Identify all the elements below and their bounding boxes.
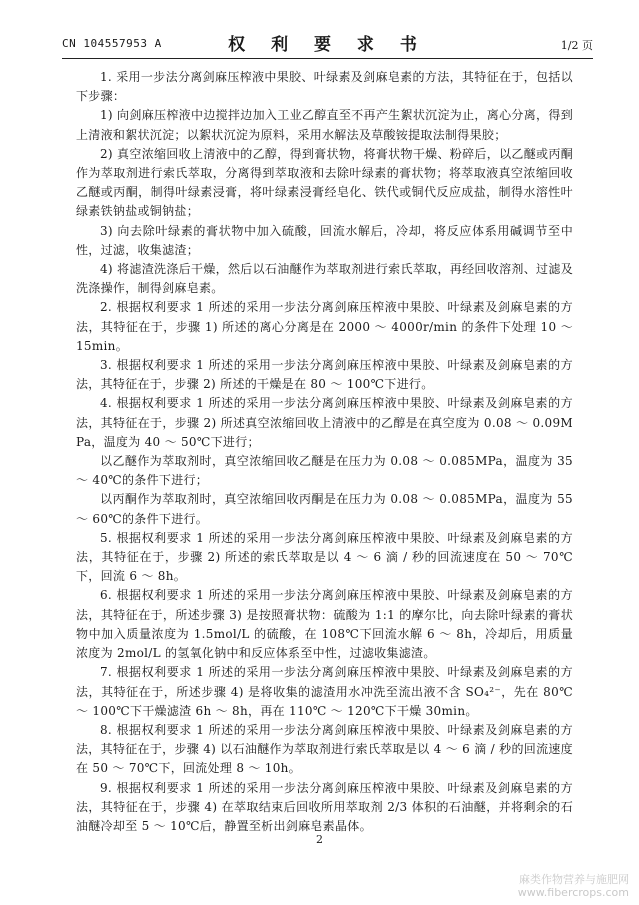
claim-7: 7. 根据权利要求 1 所述的采用一步法分离剑麻压榨液中果胶、叶绿素及剑麻皂素的方法，其特征在于，所述步骤 4) 是将收集的滤渣用水冲洗至流出液不含 SO₄²⁻，先在 80℃ ～ 100℃下干燥滤渣 6h ～ 8h，再在 110℃ ～ 120℃下干燥 30min。 bbox=[76, 665, 573, 718]
claim-1-step-2: 2) 真空浓缩回收上清液中的乙醇，得到膏状物，将膏状物干燥、粉碎后，以乙醚或丙酮作为萃取剂进行索氏萃取，分离得到萃取液和去除叶绿素的膏状物；将萃取液真空浓缩回收乙醚或丙酮，制得叶绿素浸膏，将叶绿素浸膏经皂化、铁代或铜代反应成盐，制得水溶性叶绿素铁钠盐或铜钠盐； bbox=[76, 146, 573, 219]
claim-4-ether: 以乙醚作为萃取剂时，真空浓缩回收乙醚是在压力为 0.08 ～ 0.085MPa，温度为 35 ～ 40℃的条件下进行； bbox=[76, 454, 573, 488]
claim-6: 6. 根据权利要求 1 所述的采用一步法分离剑麻压榨液中果胶、叶绿素及剑麻皂素的方法，其特征在于，所述步骤 3) 是按照膏状物：硫酸为 1:1 的摩尔比，向去除叶绿素的膏状物中加入质量浓度为 1.5mol/L 的硫酸，在 108℃下回流水解 6 ～ 8h，冷却后，用质量浓度为 2mol/L 的氢氧化钠中和反应体系至中性，过滤收集滤渣。 bbox=[76, 588, 573, 661]
claim-5: 5. 根据权利要求 1 所述的采用一步法分离剑麻压榨液中果胶、叶绿素及剑麻皂素的方法，其特征在于，步骤 2) 所述的索氏萃取是以 4 ～ 6 滴 / 秒的回流速度在 50 ～ 70℃下，回流 6 ～ 8h。 bbox=[76, 530, 573, 584]
document-title: 权 利 要 求 书 bbox=[228, 35, 427, 55]
claims-body bbox=[76, 68, 573, 836]
page-indicator: 1/2 页 bbox=[560, 39, 593, 52]
patent-number: CN 104557953 A bbox=[62, 37, 162, 50]
claim-8: 8. 根据权利要求 1 所述的采用一步法分离剑麻压榨液中果胶、叶绿素及剑麻皂素的方法，其特征在于，步骤 4) 以石油醚作为萃取剂进行索氏萃取是以 4 ～ 6 滴 / 秒的回流速度在 50 ～ 70℃下，回流处理 8 ～ 10h。 bbox=[76, 722, 573, 776]
claim-2: 2. 根据权利要求 1 所述的采用一步法分离剑麻压榨液中果胶、叶绿素及剑麻皂素的方法，其特征在于，步骤 1) 所述的离心分离是在 2000 ～ 4000r/min 的条件下处理 10 ～ 15min。 bbox=[76, 300, 573, 353]
watermark bbox=[518, 873, 629, 899]
claim-1-step-4: 4) 将滤渣洗涤后干燥，然后以石油醚作为萃取剂进行索氏萃取，再经回收溶剂、过滤及洗涤操作，制得剑麻皂素。 bbox=[76, 262, 573, 296]
header-divider bbox=[62, 58, 593, 59]
claim-1-step-3: 3) 向去除叶绿素的膏状物中加入硫酸，回流水解后，冷却，将反应体系用碱调节至中性，过滤，收集滤渣； bbox=[76, 223, 573, 257]
page-number: 2 bbox=[316, 833, 323, 846]
claim-1-step-1: 1) 向剑麻压榨液中边搅拌边加入工业乙醇直至不再产生絮状沉淀为止，离心分离，得到上清液和絮状沉淀；以絮状沉淀为原料，采用水解法及草酸铵提取法制得果胶； bbox=[76, 108, 573, 142]
watermark-url: www.fibercrops.com bbox=[517, 886, 629, 899]
claim-4: 4. 根据权利要求 1 所述的采用一步法分离剑麻压榨液中果胶、叶绿素及剑麻皂素的方法，其特征在于，步骤 2) 所述真空浓缩回收上清液中的乙醇是在真空度为 0.08 ～ 0.09MPa，温度为 40 ～ 50℃下进行； bbox=[76, 396, 573, 449]
page-header bbox=[62, 28, 593, 58]
watermark-site-name: 麻类作物营养与施肥网 bbox=[519, 873, 629, 886]
claim-9: 9. 根据权利要求 1 所述的采用一步法分离剑麻压榨液中果胶、叶绿素及剑麻皂素的方法，其特征在于，步骤 4) 在萃取结束后回收所用萃取剂 2/3 体积的石油醚，并将剩余的石油醚冷却至 5 ～ 10℃后，静置至析出剑麻皂素晶体。 bbox=[76, 780, 573, 833]
claim-3: 3. 根据权利要求 1 所述的采用一步法分离剑麻压榨液中果胶、叶绿素及剑麻皂素的方法，其特征在于，步骤 2) 所述的干燥是在 80 ～ 100℃下进行。 bbox=[76, 358, 573, 392]
claim-4-acetone: 以丙酮作为萃取剂时，真空浓缩回收丙酮是在压力为 0.08 ～ 0.085MPa，温度为 55 ～ 60℃的条件下进行。 bbox=[76, 492, 573, 526]
claim-1-intro: 1. 采用一步法分离剑麻压榨液中果胶、叶绿素及剑麻皂素的方法，其特征在于，包括以下步骤： bbox=[76, 70, 573, 104]
